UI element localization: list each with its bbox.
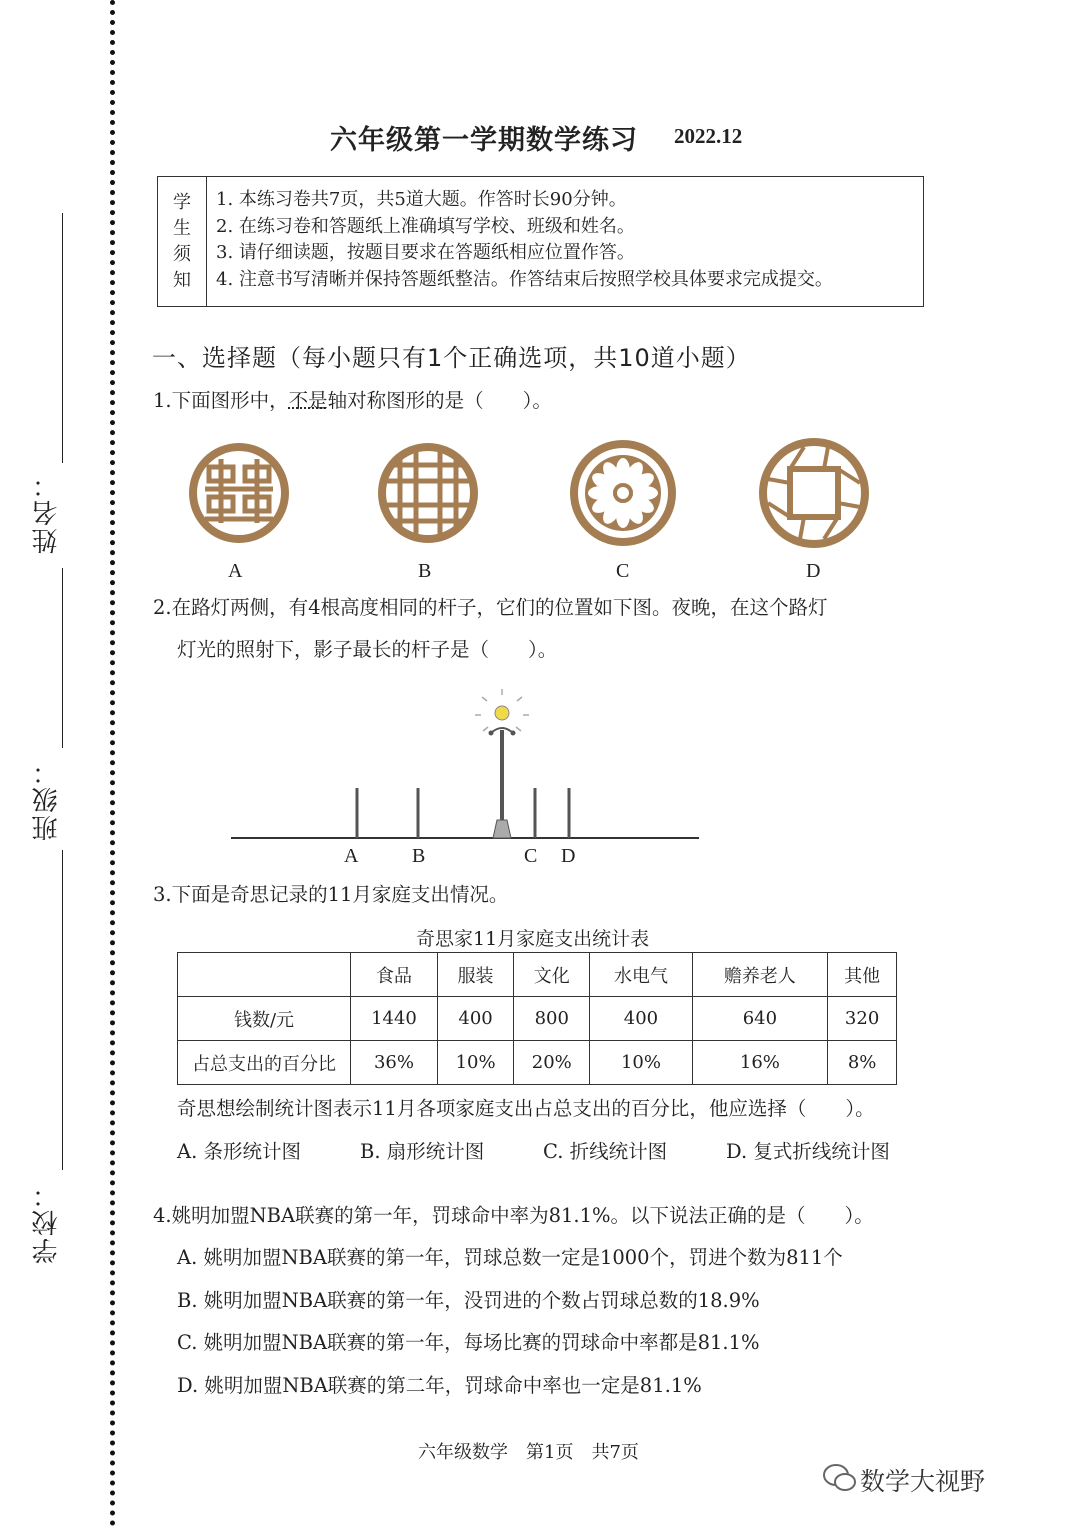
expense-table [177,952,897,1085]
q3-option-c: C. 折线统计图 [543,1140,668,1163]
question-3-prompt: 奇思想绘制统计图表示11月各项家庭支出占总支出的百分比，他应选择（ ）。 [177,1097,875,1120]
table-cell: 640 [692,997,828,1041]
table-cell: 文化 [514,953,590,997]
wechat-icon [822,1462,858,1494]
table-cell: 1440 [351,997,438,1041]
school-line [62,850,63,1170]
q4-option-c: C. 姚明加盟NBA联赛的第一年，每场比赛的罚球命中率都是81.1% [177,1331,760,1354]
figure-a-double-happiness-icon [189,443,289,543]
table-cell: 800 [514,997,590,1041]
class-line [62,568,63,748]
table-cell: 400 [437,997,513,1041]
q1-suffix: 轴对称图形的是（ ）。 [327,389,552,412]
q1-option-a: A [228,560,243,582]
q1-option-d: D [806,560,821,582]
streetlight-diagram [225,685,705,845]
notice-item: 1. 本练习卷共7页，共5道大题。作答时长90分钟。 [216,189,627,210]
student-notice-box [157,176,924,307]
table-cell: 36% [351,1041,438,1085]
name-line [62,213,63,463]
school-label: 学校： [32,1180,62,1264]
table-cell: 服装 [437,953,513,997]
q3-option-d: D. 复式折线统计图 [726,1140,890,1163]
table-cell: 10% [437,1041,513,1085]
notice-head-char: 须 [173,243,191,265]
table-cell: 钱数/元 [178,997,351,1041]
notice-head-char: 学 [173,191,191,213]
question-2-line2: 灯光的照射下，影子最长的杆子是（ ）。 [177,638,558,661]
page-footer: 六年级数学 第1页 共7页 [418,1442,639,1463]
q4-option-b: B. 姚明加盟NBA联赛的第一年，没罚进的个数占罚球总数的18.9% [177,1289,760,1312]
table-cell: 20% [514,1041,590,1085]
table-cell: 10% [590,1041,692,1085]
notice-item: 2. 在练习卷和答题纸上准确填写学校、班级和姓名。 [216,215,635,237]
exam-date: 2022.12 [674,124,743,148]
binding-dotted-line [110,0,115,1527]
section-title: 一、选择题（每小题只有1个正确选项，共10道小题） [152,344,751,372]
pole-label-b: B [412,845,426,867]
pole-label-c: C [524,845,538,867]
figure-d-square-pattern-icon [759,438,869,548]
table-cell: 占总支出的百分比 [178,1041,351,1085]
table-cell: 食品 [351,953,438,997]
streetlight-icon [475,689,529,838]
q1-option-c: C [616,560,630,582]
table-cell: 320 [828,997,897,1041]
q4-option-d: D. 姚明加盟NBA联赛的第二年，罚球命中率也一定是81.1% [177,1374,702,1397]
figure-c-flower-icon [570,440,676,546]
question-4: 4.姚明加盟NBA联赛的第一年，罚球命中率为81.1%。以下说法正确的是（ ）。 [153,1204,874,1227]
table-row [178,997,897,1041]
table-title: 奇思家11月家庭支出统计表 [416,928,650,950]
table-row [178,1041,897,1085]
q1-figures [180,430,900,560]
notice-item: 3. 请仔细读题，按题目要求在答题纸相应位置作答。 [216,242,635,263]
table-header-row [178,953,897,997]
class-label: 班级： [32,757,62,841]
notice-head-char: 生 [173,217,191,239]
figure-b-lattice-icon [378,443,478,543]
table-cell: 赡养老人 [692,953,828,997]
table-cell: 16% [692,1041,828,1085]
notice-head-char: 知 [173,269,191,291]
question-1 [153,387,552,415]
notice-heading [158,177,207,306]
table-cell: 400 [590,997,692,1041]
table-cell: 水电气 [590,953,692,997]
table-cell: 其他 [828,953,897,997]
page-title: 六年级第一学期数学练习 [330,125,638,156]
notice-items [216,187,833,293]
table-cell: 8% [828,1041,897,1085]
table-cell [178,953,351,997]
q1-prefix: 1.下面图形中， [153,389,289,412]
pole-label-a: A [344,845,359,867]
watermark-text: 数学大视野 [860,1467,986,1496]
notice-item: 4. 注意书写清晰并保持答题纸整洁。作答结束后按照学校具体要求完成提交。 [216,268,833,290]
pole-label-d: D [561,845,576,867]
q3-option-a: A. 条形统计图 [177,1140,301,1163]
q4-option-a: A. 姚明加盟NBA联赛的第一年，罚球总数一定是1000个，罚进个数为811个 [177,1246,843,1269]
q3-option-b: B. 扇形统计图 [360,1140,485,1163]
question-2-line1: 2.在路灯两侧，有4根高度相同的杆子，它们的位置如下图。夜晚，在这个路灯 [153,596,828,619]
q1-option-b: B [418,560,432,582]
q1-emphasis: 不是 [288,389,328,412]
question-3: 3.下面是奇思记录的11月家庭支出情况。 [153,883,509,906]
name-label: 姓名： [32,470,62,554]
